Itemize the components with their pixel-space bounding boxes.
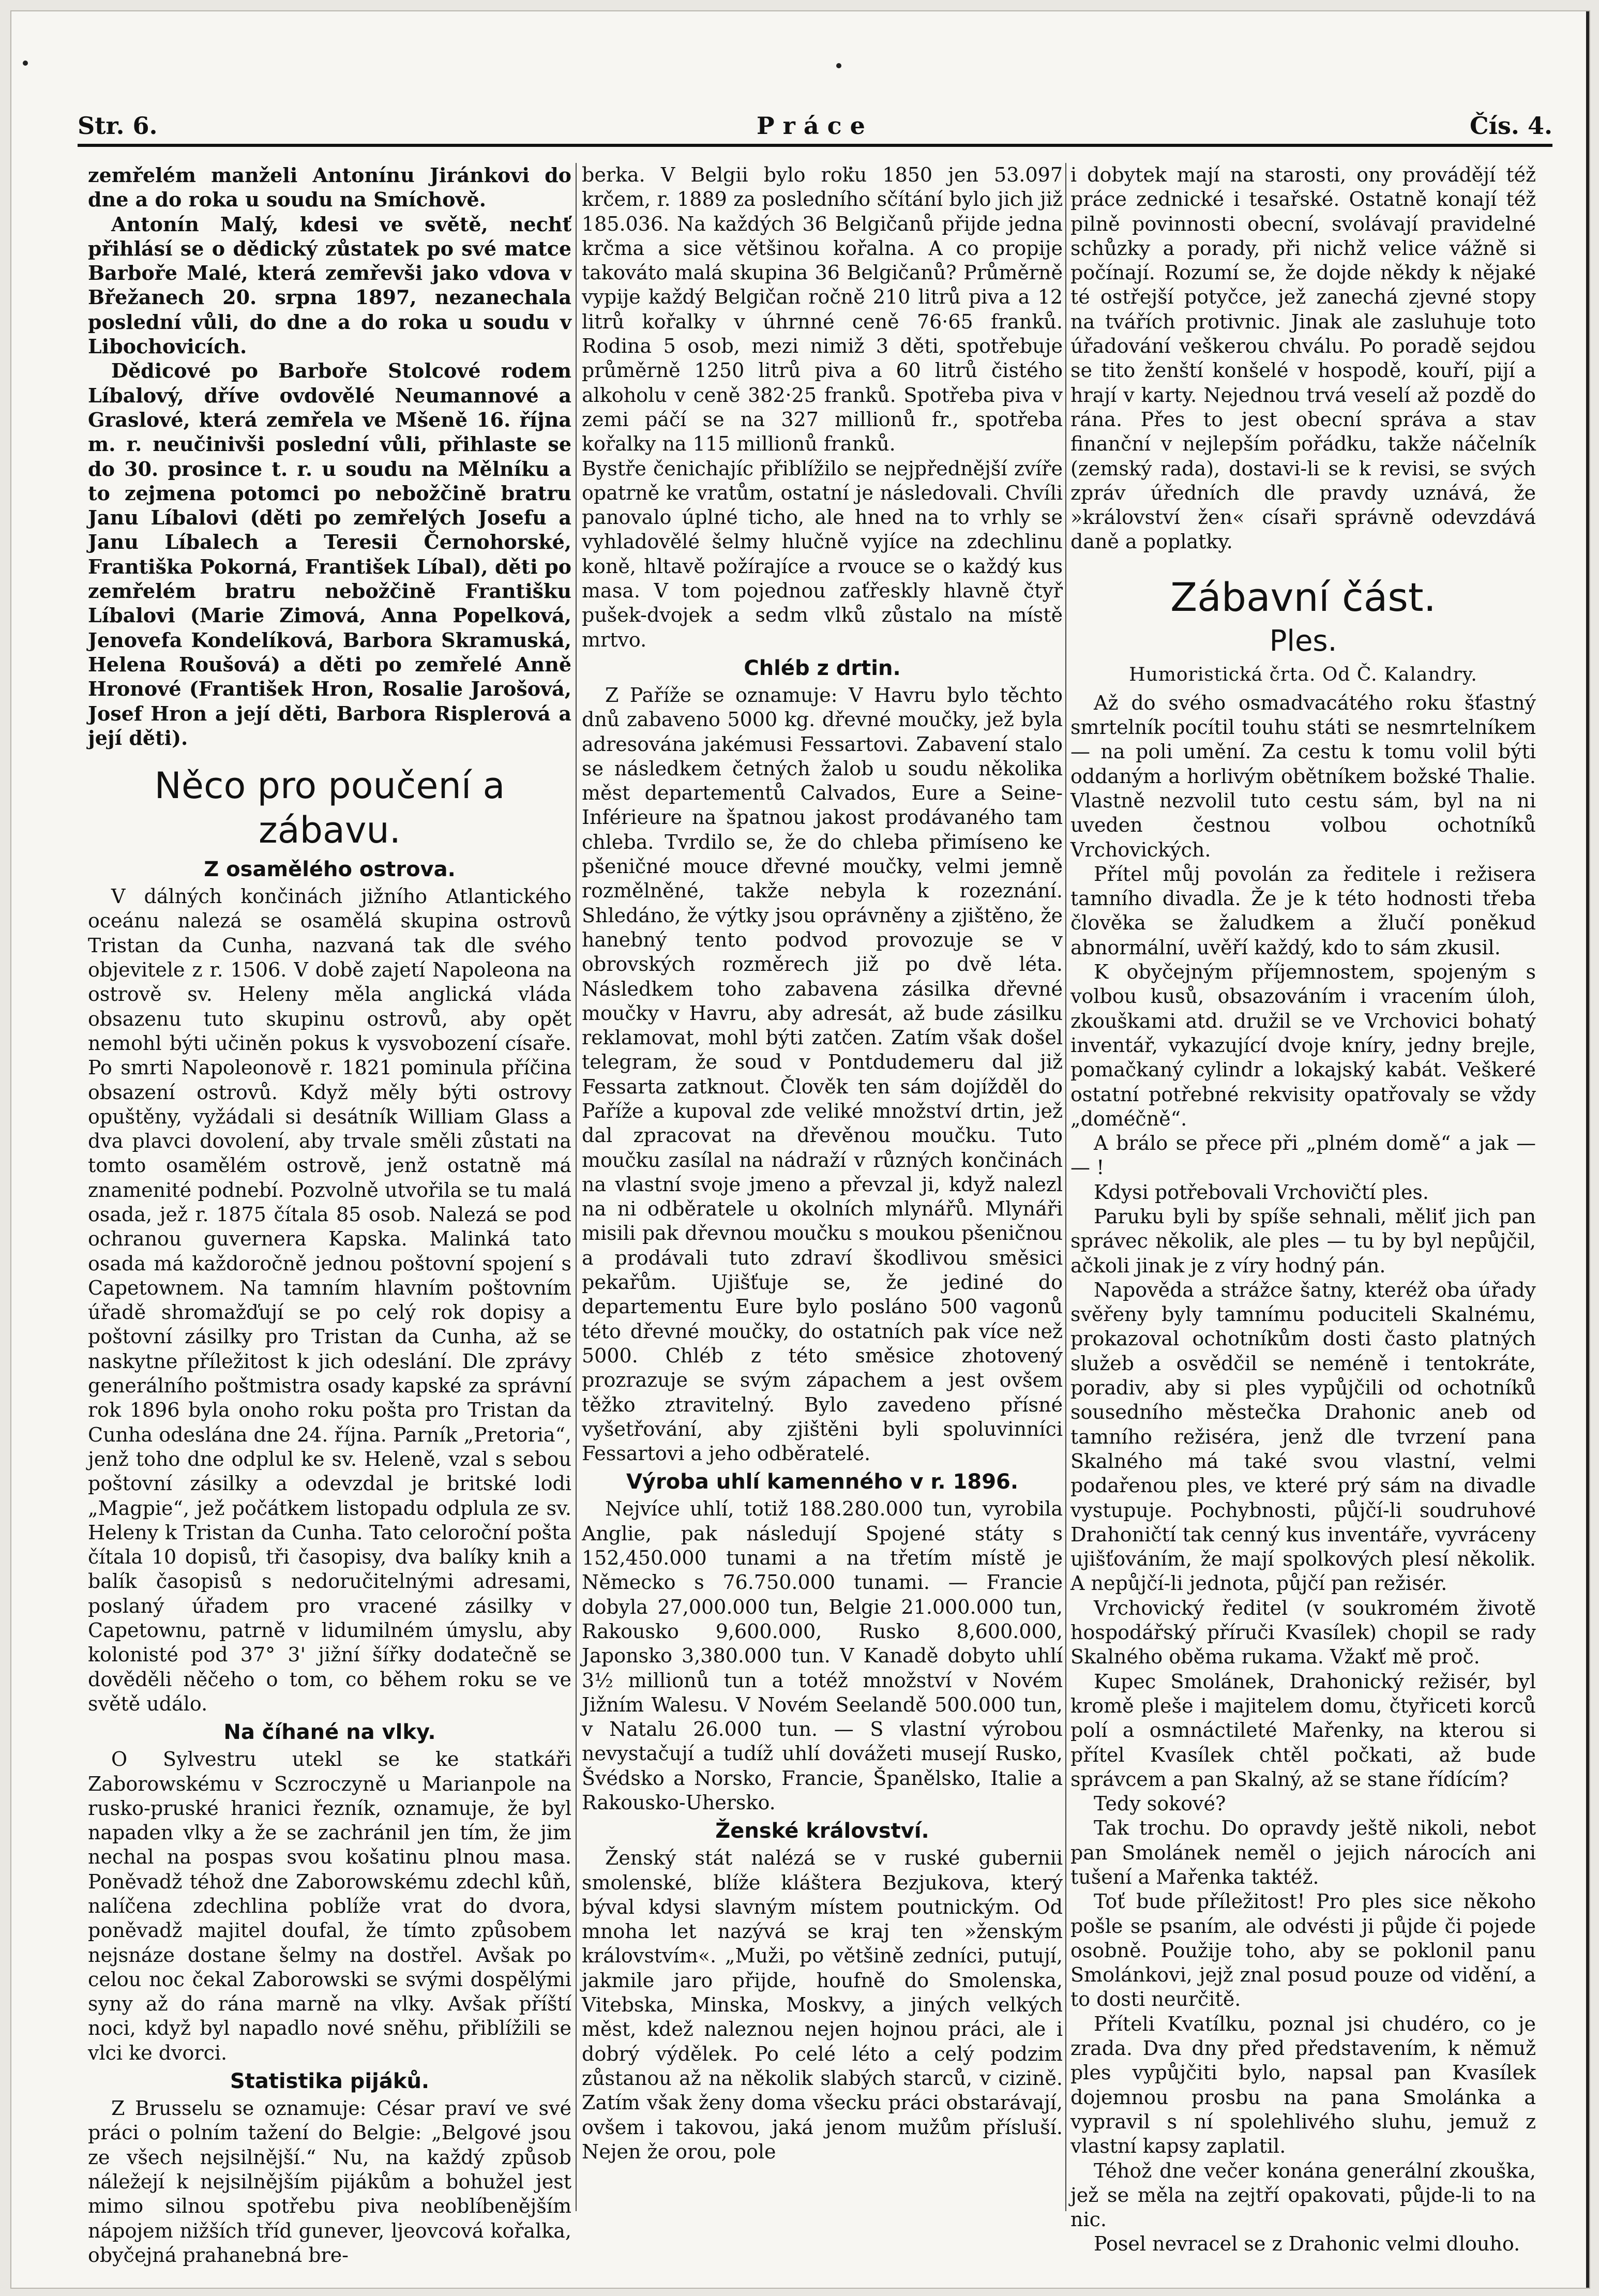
issue-number: Čís. 4. <box>1469 112 1552 140</box>
article-paragraph: O Sylvestru utekl se ke statkáři Zaborowskému v Sczroczyně u Marianpole na rusko-pruské hranici řezník, oznamuje, že byl napaden vlky a že se zachránil jen tím, že jim nechal na pospas svou košatinu plnou masa. Poněvadž téhož dne Zaborowskému zdechl kůň, nalíčena zdechlina poblíže vrat do dvora, poněvadž majitel doufal, že tímto způsobem nejsnáze dostane šelmy na dostřel. Avšak po celou noc čekal Zaborowski se svými dospělými syny až do rána marně na vlky. Avšak příští noci, když byl napadlo nové sněhu, přiblížili se vlci ke dvorci. <box>88 1748 571 2064</box>
column-divider <box>576 163 577 2211</box>
article-paragraph: Nejvíce uhlí, totiž 188.280.000 tun, vyrobila Anglie, pak následují Spojené státy s 152,450.000 tunami a na třetím místě je Německo s 76.750.000 tunami. — Francie dobyla 27,000.000 tun, Belgie 21.000.000 tun, Rakousko 9,600.000, Rusko 8,600.000, Japonsko 3,380.000 tun. V Kanadě dobyto uhlí 3½ millionů tun a totéž množství v Novém Jižním Walesu. V Novém Seelandě 500.000 tun, v Natalu 26.000 tun. — S vlastní výrobou nevystačují a tudíž uhlí dovážeti musejí Rusko, Švédsko a Norsko, Francie, Španělsko, Italie a Rakousko-Uhersko. <box>582 1497 1063 1814</box>
story-paragraph: Až do svého osmadvacátého roku šťastný smrtelník pocítil touhu státi se nesmrtelníkem — na poli umění. Za cestu k tomu volil býti oddaným a horlivým obětníkem božské Thalie. Vlastně nezvolil tuto cestu sám, byl na ni uveden čestnou volbou ochotníků Vrchovických. <box>1070 691 1536 861</box>
story-paragraph: Tedy sokové? <box>1094 1792 1226 1815</box>
notice-paragraph: Antonín Malý, kdesi ve světě, nechť přihlásí se o dědický zůstatek po své matce Barboře Malé, která zemřevši jako vdova v Břežanech 20. srpna 1897, nezanechala poslední vůli, do dne a do roka u soudu v Libochovicích. <box>88 212 571 358</box>
story-byline: Humoristická črta. Od Č. Kalandry. <box>1129 664 1477 685</box>
scan-speck <box>836 63 841 68</box>
article-paragraph: Ženský stát nalézá se v ruské gubernii smolenské, blíže kláštera Bezjukova, který býval kdysi slavným místem poutnickým. Od mnoha let nazývá se kraj ten »ženským královstvím«. „Muži, po většině zedníci, putují, jakmile jaro přijde, houfně do Smolenska, Vitebska, Minska, Moskvy, a jiných velkých měst, kdež naleznou nejen hojnou práci, ale i dobrý výdělek. Po celé léto a celý podzim zůstanou až na několik slabých starců, v cizině. Zatím však ženy doma všecku práci obstarávají, ovšem i takovou, jaká jenom mužům přísluší. Nejen že orou, pole <box>582 1847 1063 2163</box>
article-heading: Výroba uhlí kamenného v r. 1896. <box>626 1470 1019 1494</box>
story-paragraph: Napověda a strážce šatny, kteréž oba úřady svěřeny byly tamnímu poduciteli Skalnému, prokazoval ochotníkům dosti často platných služeb a osvědčil se neméně i tentokráte, poradiv, aby si ples vypůjčili od ochotníků sousedního městečka Drahonic aneb od tamního režiséra, jenž dle tvrzení pana Skalného má také svou vlastní, velmi podařenou ples, ve které prý sám na divadle vystupuje. Pochybnosti, půjčí-li soudruhové Drahoničtí tak cenný kus inventáře, vyvráceny ujišťováním, že mají spolkových plesí několik. A nepůjčí-li jednota, půjčí pan režisér. <box>1070 1278 1536 1595</box>
section-heading: Zábavní část. <box>1170 574 1436 620</box>
notice-paragraph: Dědicové po Barboře Stolcové rodem Líbalový, dříve ovdovělé Neumannové a Graslové, která zemřela ve Mšeně 16. října m. r. neučinivši poslední vůli, přihlaste se do 30. prosince t. r. u soudu na Mělníku a to zejmena potomci po nebožčině bratru Janu Líbalovi (děti po zemřelých Josefu a Janu Líbalech a Teresii Černohorské, Františka Pokorná, František Líbal), děti po zemřelém bratru nebožčině Františku Líbalovi (Marie Zimová, Anna Popelková, Jenovefa Kondelíková, Barbora Skramuská, Helena Roušová) a děti po zemřelé Anně Hronové (František Hron, Rosalie Jarošová, Josef Hron a její děti, Barbora Risplerová a její děti). <box>88 359 571 749</box>
story-paragraph: Vrchovický ředitel (v soukromém životě hospodářský příruči Kvasílek) chopil se rady Skalného oběma rukama. Vžakť mě proč. <box>1070 1596 1536 1669</box>
page-number: Str. 6. <box>78 112 158 140</box>
article-heading: Statistika pijáků. <box>230 2069 430 2094</box>
story-paragraph: Posel nevracel se z Drahonic velmi dlouho. <box>1094 2232 1520 2256</box>
scan-speck <box>23 61 28 66</box>
story-paragraph: Toť bude příležitost! Pro ples sice někoho pošle se psaním, ale odvésti ji půjde či pojede osobně. Použije toho, aby se poklonil panu Smolánkovi, jejž znal posud pouze od vidění, a to dosti neurčitě. <box>1070 1890 1536 2011</box>
column-2 <box>582 163 1063 2232</box>
story-paragraph: A brálo se přece při „plném domě“ a jak — — ! <box>1070 1132 1536 1179</box>
header-rule <box>78 144 1552 147</box>
article-heading: Ženské království. <box>715 1819 929 1843</box>
section-heading: Něco pro poučení a zábavu. <box>154 764 505 852</box>
article-heading: Na číhané na vlky. <box>223 1720 436 1745</box>
article-paragraph: V dálných končinách jižního Atlantického oceánu nalezá se osamělá skupina ostrovů Tristan da Cunha, nazvaná tak dle svého objevitele z r. 1506. V době zajetí Napoleona na ostrově sv. Heleny měla anglická vláda obsazenu tuto skupinu ostrovů, aby opět nemohl býti učiněn pokus k vysvobození císaře. Po smrti Napoleonově r. 1821 pominula příčina obsazení ostrovů. Když měly býti ostrovy opuštěny, vyžádali si desátník William Glass a dva plavci dovolení, aby trvale směli zůstati na tomto osamělém ostrově, jenž ostatně má znamenité podnebí. Pozvolně utvořila se tu malá osada, jež r. 1875 čítala 85 osob. Nalezá se pod ochranou guvernera Kapska. Malinká tato osada má každoročně jednou poštovní spojení s Capetownem. Na tamním hlavním poštovním úřadě shromažďují se po celý rok dopisy a poštovní zásilky pro Tristan da Cunha, až se naskytne příležitost k jich odeslání. Dle zprávy generálního poštmistra osady kapské za správní rok 1896 byla onoho roku pošta pro Tristan da Cunha odeslána dne 24. října. Parník „Pretoria“, jenž toho dne odplul ke sv. Heleně, vzal s sebou poštovní zásilky a odevzdal je britské lodi „Magpie“, jež počátkem listopadu odplula ze sv. Heleny k Tristan da Cunha. Tato celoroční pošta čítala 10 dopisů, tři časopisy, dva balíky knih a balík časopisů s nedoručitelnými adresami, poslaný úřadem pro vracené zásilky v Capetownu, patrně v lidumilném úmyslu, aby kolonisté pod 37° 3' jižní šířky dodatečně se dověděli něčeho o tom, co během roku se ve světě událo. <box>88 885 571 1715</box>
story-paragraph: Příteli Kvatílku, poznal jsi chudéro, co je zrada. Dva dny před představením, k němuž ples vypůjčiti bylo, napsal pan Kvasílek dojemnou prosbu na pana Smolánka a vypravil s ní spolehlivého sluhu, jemuž z vlastní kapsy zaplatil. <box>1070 2012 1536 2158</box>
article-paragraph: Z Paříže se oznamuje: V Havru bylo těchto dnů zabaveno 5000 kg. dřevné moučky, jež byla adresována jakémusi Fessartovi. Zabavení stalo se následkem četných žalob u soudu několika měst departementů Calvados, Eure a Seine-Inférieure na špatnou jakost prodávaného tam chleba. Tvrdilo se, že do chleba přimíseno ke pšeničné mouce dřevné moučky, velmi jemně rozmělněné, takže nebyla k rozeznání. Shledáno, že výtky jsou oprávněny a zjištěno, že hanebný tento podvod provozuje se v obrovských rozměrech již po dvě léta. Následkem toho zabavena zásilka dřevné moučky v Havru, aby adresát, až bude zásilku reklamovat, mohl býti zatčen. Zatím však došel telegram, že soud v Pontdudemeru dal již Fessarta zatknout. Člověk ten sám dojížděl do Paříže a kupoval zde veliké množství drtin, jež dal zpracovat na dřevěnou moučku. Tuto moučku zasílal na nádraží v různých končinách na vlastní svoje jmeno a převzal ji, když nalezl na ni odběratele u okolních mlynářů. Mlynáři misili pak dřevnou moučku s moukou pšeničnou a prodávali tuto zdraví škodlivou směsici pekařům. Ujišťuje se, že jediné do departementu Eure bylo posláno 500 vagonů této dřevné moučky, do ostatních pak více než 5000. Chléb z této směsice zhotovený prozrazuje se svým zápachem a jest ovšem těžko ztravitelný. Bylo zavedeno přísné vyšetřování, aby zjištěni byli spoluvinníci Fessartovi a jeho odběratelé. <box>582 683 1063 1465</box>
story-paragraph: Téhož dne večer konána generální zkouška, jež se měla na zejtří opakovati, půjde-li to na nic. <box>1070 2159 1536 2231</box>
story-paragraph: Kupec Smolánek, Drahonický režisér, byl kromě pleše i majitelem domu, čtyřiceti korců polí a osmnáctileté Mařenky, na kterou si přítel Kvasílek chtěl počkati, až bude správcem a pan Skalný, až se stane řídícím? <box>1070 1670 1536 1791</box>
story-paragraph: K obyčejným příjemnostem, spojeným s volbou kusů, obsazováním i vracením úloh, zkouškami atd. družil se ve Vrchovici bohatý inventář, vykazující dvoje kníry, jedny brejle, pomačkaný cylindr a lokajský kabát. Veškeré ostatní potřebné rekvisity opatřovaly se vždy „doméčně“. <box>1070 961 1536 1130</box>
page-edge-shadow <box>1586 11 1589 2288</box>
article-heading: Z osamělého ostrova. <box>204 858 456 882</box>
article-paragraph: Z Brusselu se oznamuje: César praví ve své práci o polním tažení do Belgie: „Belgové jsou ze všech nejsilnější.“ Nu, na každý způsob náležejí k nejsilnějším pijákům a bohužel jest mimo silnou spotřebu piva neoblíbenějším nápojem nižších tříd gunever, ljeovcová kořalka, obyčejná prahanebná bre- <box>88 2097 571 2267</box>
article-paragraph: Bystře čenichajíc přiblížilo se nejpřednější zvíře opatrně ke vratům, ostatní je následovali. Chvíli panovalo úplné ticho, ale hned na to vrhly se vyhladovělé šelmy hlučně vyjíce na zdechlinu koně, hltavě požírajíce a rvouce se o každý kus masa. V tom pojednou zaťřeskly hlavně čtyř pušek-dvojek a sedm vlků zůstalo na místě mrtvo. <box>582 457 1063 651</box>
column-divider <box>1065 163 1066 2211</box>
story-paragraph: Tak trochu. Do opravdy ještě nikoli, nebot pan Smolánek neměl o jejich nárocích ani tušení a Mařenka taktéž. <box>1070 1817 1536 1888</box>
article-heading: Chléb z drtin. <box>744 656 901 680</box>
story-paragraph: Kdysi potřebovali Vrchovičtí ples. <box>1094 1180 1429 1204</box>
notice-paragraph: zemřelém manželi Antonínu Jiránkovi do dne a do roka u soudu na Smíchově. <box>88 163 571 212</box>
column-3 <box>1070 163 1536 2256</box>
column-1 <box>88 163 571 2267</box>
story-title: Ples. <box>1269 624 1337 658</box>
story-paragraph: Přítel můj povolán za ředitele i režisera tamního divadla. Že je k této hodnosti třeba člověka se žaludkem a žlučí poněkud abnormální, uvěří každý, kdo to sám zkusil. <box>1070 862 1536 959</box>
story-paragraph: Paruku byli by spíše sehnali, měliť jich pan správec několik, ale ples — tu by byl nepůjčil, ačkoli jinak je z víry hodný pán. <box>1070 1205 1536 1277</box>
newspaper-title: Práce <box>757 112 873 140</box>
article-paragraph: berka. V Belgii bylo roku 1850 jen 53.097 krčem, r. 1889 za posledního sčítání bylo jich již 185.036. Na každých 36 Belgičanů přijde jedna krčma a sice většinou kořalna. A co propije takováto malá skupina 36 Belgičanů? Průměrně vypije každý Belgičan ročně 210 litrů piva a 12 litrů kořalky v úhrnné ceně 76·65 franků. Rodina 5 osob, mezi nimiž 3 děti, spotřebuje průměrně 1250 litrů piva a 60 litrů čistého alkoholu v ceně 382·25 franků. Spotřeba piva v zemi páčí se na 327 millionů fr., spotřeba kořalky na 115 millionů franků. <box>582 163 1063 456</box>
article-paragraph: i dobytek mají na starosti, ony provádějí též práce zednické i tesařské. Ostatně konají též pilně povinnosti obecní, svolávají pravidelné schůzky a porady, při nichž velice vážně si počínají. Rozumí se, že dojde někdy k nějaké té ostřejší potyčce, jež zanechá zjevné stopy na tvářích protivnic. Jinak ale zasluhuje toto úřadování veškerou chválu. Po poradě sejdou se tito ženští konšelé v hospodě, kouří, pijí a hrají v karty. Nejednou trvá veselí až pozdě do rána. Přes to jest obecní správa a stav finanční v nejlepším pořádku, takže náčelník (zemský rada), dostavi-li se k revisi, se svých zpráv úředních dle pravdy uznává, že »království žen« císaři správně odevzdává daně a poplatky. <box>1070 163 1536 553</box>
